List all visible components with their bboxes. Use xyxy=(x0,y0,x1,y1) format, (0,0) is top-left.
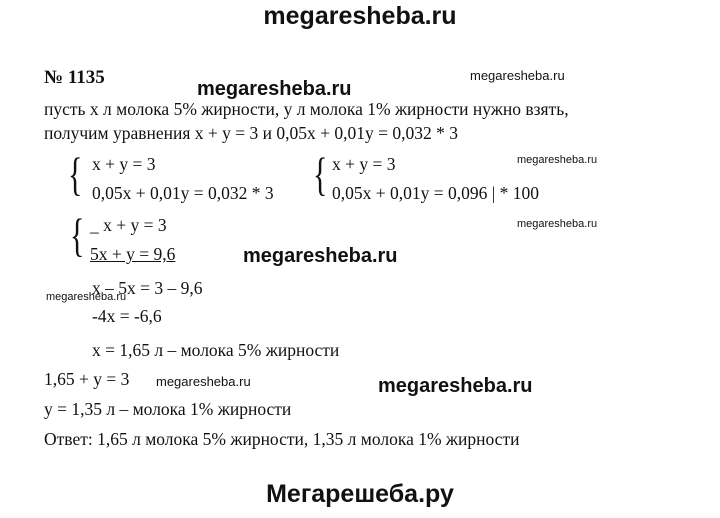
system2-eq2: 0,05х + 0,01у = 0,096 | * 100 xyxy=(332,183,539,203)
system2-brace: { xyxy=(313,149,328,202)
step-5: у = 1,35 л – молока 1% жирности xyxy=(44,399,292,419)
watermark-small2: megaresheba.ru xyxy=(517,154,598,166)
watermark-mid3: megaresheba.ru xyxy=(378,375,533,397)
system3-eq2: 5х + у = 9,6 xyxy=(90,244,176,264)
system1-eq1: х + у = 3 xyxy=(92,154,156,174)
system3-brace: { xyxy=(70,210,85,263)
system1-eq2: 0,05х + 0,01у = 0,032 * 3 xyxy=(92,183,274,203)
watermark-top: megaresheba.ru xyxy=(263,2,457,30)
system2-eq1: х + у = 3 xyxy=(332,154,396,174)
answer: Ответ: 1,65 л молока 5% жирности, 1,35 л молока 1% жирности xyxy=(44,429,520,449)
watermark-bottom: Мегарешеба.ру xyxy=(266,480,454,508)
step-3: х = 1,65 л – молока 5% жирности xyxy=(92,340,340,360)
watermark-small5: megaresheba.ru xyxy=(156,374,251,389)
watermark-small4: megaresheba.ru xyxy=(46,291,127,303)
step-4: 1,65 + у = 3 xyxy=(44,369,130,389)
intro-line-1: пусть х л молока 5% жирности, у л молока 1% жирности нужно взять, xyxy=(44,99,569,119)
system3-eq1: _ х + у = 3 xyxy=(90,215,167,235)
step-1: х – 5х = 3 – 9,6 xyxy=(92,278,203,298)
watermark-mid2: megaresheba.ru xyxy=(243,245,398,267)
problem-number: № 1135 xyxy=(44,67,105,88)
intro-line-2: получим уравнения х + у = 3 и 0,05х + 0,01у = 0,032 * 3 xyxy=(44,123,459,143)
step-2: -4х = -6,6 xyxy=(92,306,162,326)
watermark-small1: megaresheba.ru xyxy=(470,68,565,83)
system1-brace: { xyxy=(68,149,83,202)
watermark-mid1: megaresheba.ru xyxy=(197,78,352,100)
watermark-small3: megaresheba.ru xyxy=(517,218,598,230)
